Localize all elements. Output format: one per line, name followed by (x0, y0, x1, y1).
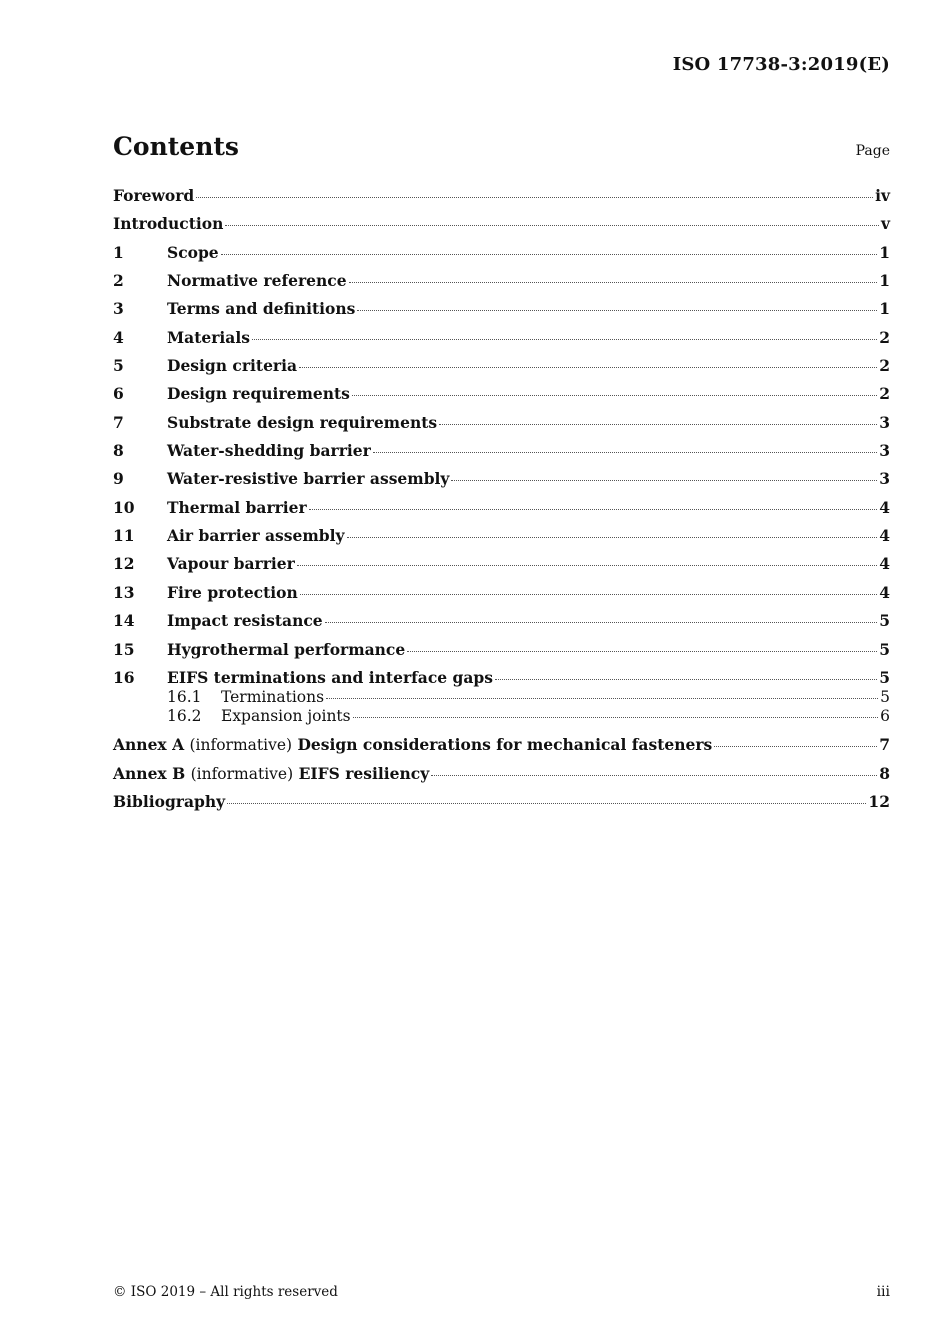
toc-entry-hygrothermal-performance[interactable] (113, 640, 890, 668)
annex-title: Design considerations for mechanical fasteners (297, 735, 713, 755)
toc-entry-bibliography[interactable] (113, 792, 890, 820)
toc-entry-foreword[interactable] (113, 186, 890, 214)
page-column-label: Page (855, 143, 890, 159)
toc-entry-page: 5 (880, 687, 890, 706)
dot-leader (353, 717, 879, 718)
toc-entry-page: iv (875, 186, 890, 205)
toc-entry-number: 2 (113, 271, 124, 291)
toc-entry-fire-protection[interactable] (113, 583, 890, 611)
toc-entry-air-barrier-assembly[interactable] (113, 526, 890, 554)
toc-entry-materials[interactable] (113, 328, 890, 356)
toc-title: Contents (113, 132, 240, 161)
dot-leader (407, 651, 877, 652)
toc-entry-water-resistive-barrier-assembly[interactable] (113, 469, 890, 497)
toc-entry-introduction[interactable] (113, 214, 890, 242)
toc-entry-number: 9 (113, 469, 124, 489)
toc-subentry-terminations[interactable] (113, 688, 890, 708)
toc-entry-title: Water-resistive barrier assembly (167, 469, 450, 489)
toc-entry-title: Design criteria (167, 356, 298, 376)
toc-entry-number: 14 (113, 611, 135, 631)
dot-leader (357, 310, 877, 311)
toc-entry-page: 1 (879, 299, 890, 319)
toc-entry-number: 7 (113, 412, 124, 432)
dot-leader (431, 775, 877, 776)
toc-entry-page: 5 (879, 639, 890, 659)
toc-entry-title (113, 764, 429, 783)
toc-entry-number: 15 (113, 639, 135, 659)
toc-entry-page: 1 (879, 271, 890, 291)
toc-entry-page: 8 (879, 763, 890, 783)
toc-entry-page: 6 (880, 707, 890, 726)
toc-entry-title: Scope (167, 242, 219, 262)
toc-entry-number: 8 (113, 441, 124, 461)
dot-leader (352, 395, 877, 396)
dot-leader (714, 746, 877, 747)
toc-entry-design-criteria[interactable] (113, 356, 890, 384)
toc-entry-number: 16.2 (167, 707, 202, 726)
toc-entry-title: Normative reference (167, 271, 347, 291)
toc-entry-title: Substrate design requirements (167, 412, 438, 432)
toc-entry-title: EIFS terminations and interface gaps (167, 667, 493, 687)
toc-entry-title: Design requirements (167, 384, 350, 404)
toc-entry-title: Thermal barrier (167, 497, 307, 517)
toc-entry-substrate-design-requirements[interactable] (113, 413, 890, 441)
dot-leader (225, 225, 879, 226)
dot-leader (347, 537, 878, 538)
dot-leader (451, 480, 877, 481)
toc-entry-title: Vapour barrier (167, 554, 295, 574)
toc-entry-number: 11 (113, 526, 135, 546)
toc-entry-title: Air barrier assembly (167, 526, 345, 546)
toc-entry-number: 10 (113, 497, 135, 517)
toc-entry-title: Terminations (221, 687, 325, 706)
toc-entry-page: 3 (879, 412, 890, 432)
toc-entry-page: 3 (879, 441, 890, 461)
dot-leader (300, 594, 877, 595)
toc-entry-title: Expansion joints (221, 707, 351, 726)
toc-entry-page: 12 (868, 792, 890, 812)
toc-entry-number: 6 (113, 384, 124, 404)
toc-entry-number: 3 (113, 299, 124, 319)
toc-entry-page: 1 (879, 242, 890, 262)
dot-leader (299, 367, 877, 368)
dot-leader (439, 424, 877, 425)
toc-entry-water-shedding-barrier[interactable] (113, 441, 890, 469)
toc-entry-title: Water-shedding barrier (167, 441, 371, 461)
toc-entry-page: 5 (879, 667, 890, 687)
toc-entry-title: Impact resistance (167, 611, 323, 631)
toc-entry-title: Bibliography (113, 792, 226, 812)
document-id: ISO 17738-3:2019(E) (672, 54, 890, 75)
toc-subentry-expansion-joints[interactable] (113, 707, 890, 727)
footer-copyright: © ISO 2019 – All rights reserved (113, 1284, 338, 1300)
toc-entry-page: 3 (879, 469, 890, 489)
toc-entry-title: Foreword (113, 186, 195, 205)
dot-leader (309, 509, 878, 510)
toc-entry-page: 4 (879, 554, 890, 574)
toc-entry-page: 7 (879, 735, 890, 755)
annex-title: EIFS resiliency (298, 763, 430, 783)
table-of-contents (113, 186, 890, 820)
dot-leader (196, 197, 873, 198)
toc-header (113, 132, 890, 166)
toc-entry-page: 2 (879, 384, 890, 404)
toc-entry-title: Hygrothermal performance (167, 639, 406, 659)
toc-entry-page: 2 (879, 327, 890, 347)
toc-entry-design-requirements[interactable] (113, 384, 890, 412)
footer-page-number: iii (876, 1284, 890, 1300)
dot-leader (221, 254, 878, 255)
toc-entry-normative-reference[interactable] (113, 271, 890, 299)
toc-entry-terms-and-definitions[interactable] (113, 299, 890, 327)
toc-entry-number: 13 (113, 582, 135, 602)
annex-label: Annex A (113, 735, 185, 755)
toc-entry-page: 5 (879, 611, 890, 631)
annex-note: (informative) (189, 736, 293, 755)
dot-leader (373, 452, 877, 453)
dot-leader (326, 698, 878, 699)
toc-entry-impact-resistance[interactable] (113, 611, 890, 639)
annex-label: Annex B (113, 763, 186, 783)
dot-leader (297, 565, 877, 566)
toc-entry-scope[interactable] (113, 243, 890, 271)
toc-entry-title: Materials (167, 327, 250, 347)
toc-entry-number: 16.1 (167, 687, 202, 706)
toc-entry-number: 16 (113, 667, 135, 687)
toc-entry-title (113, 735, 712, 754)
dot-leader (252, 339, 877, 340)
annex-note: (informative) (190, 764, 294, 783)
toc-entry-number: 12 (113, 554, 135, 574)
dot-leader (349, 282, 878, 283)
toc-entry-number: 5 (113, 356, 124, 376)
toc-entry-page: 4 (879, 497, 890, 517)
toc-entry-page: 4 (879, 582, 890, 602)
toc-entry-title: Introduction (113, 214, 224, 234)
toc-entry-thermal-barrier[interactable] (113, 498, 890, 526)
toc-entry-annex-a[interactable] (113, 735, 890, 763)
toc-entry-annex-b[interactable] (113, 764, 890, 792)
toc-entry-title: Terms and definitions (167, 299, 356, 319)
toc-entry-vapour-barrier[interactable] (113, 554, 890, 582)
toc-entry-page: v (880, 214, 890, 234)
dot-leader (227, 803, 866, 804)
toc-entry-title: Fire protection (167, 582, 298, 602)
toc-entry-page: 4 (879, 526, 890, 546)
toc-entry-page: 2 (879, 356, 890, 376)
toc-entry-number: 4 (113, 327, 124, 347)
dot-leader (325, 622, 878, 623)
dot-leader (495, 679, 877, 680)
toc-entry-number: 1 (113, 242, 124, 262)
